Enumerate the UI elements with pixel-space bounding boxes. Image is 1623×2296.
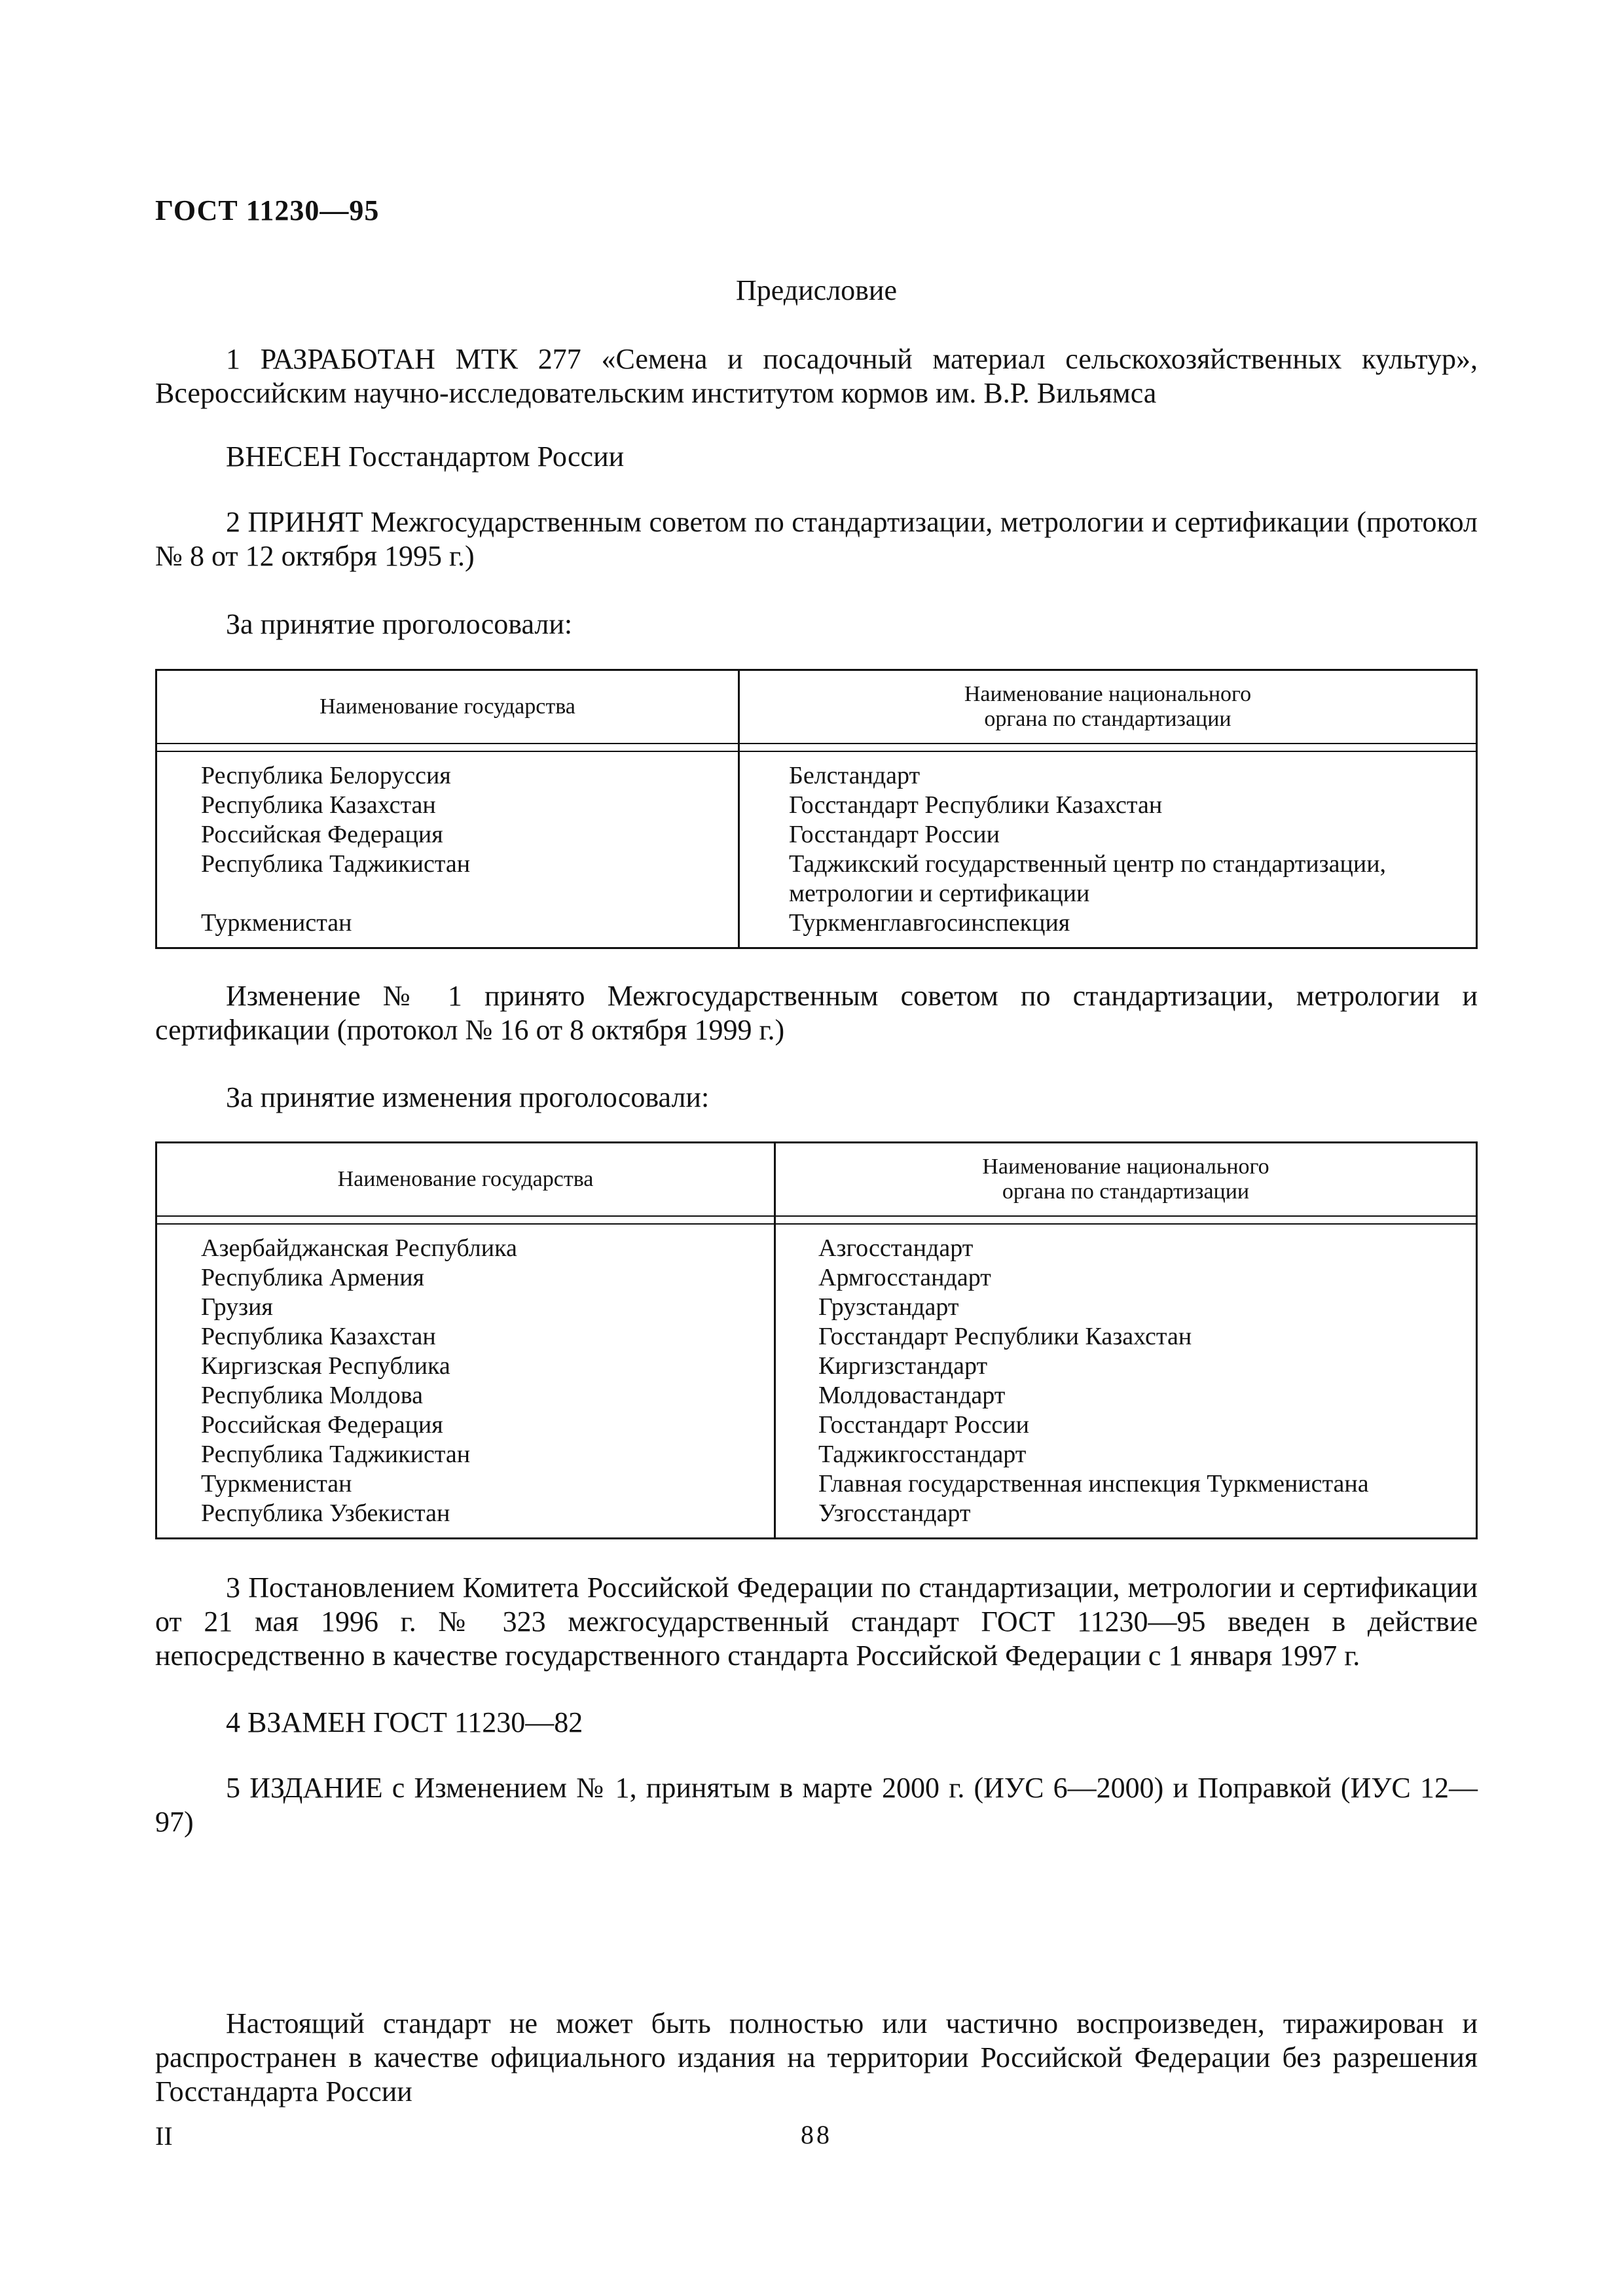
table-cell: Госстандарт Республики Казахстан — [789, 791, 1163, 819]
section-title: Предисловие — [736, 274, 897, 306]
table-cell: Азгосстандарт — [818, 1234, 974, 1262]
voting-table-1 — [155, 669, 1478, 949]
paragraph-developed: 1 РАЗРАБОТАН МТК 277 «Семена и посадочный материал сельскохозяйственных культур», Всероссийским научно-исследовательским институтом кормов им. В.Р. Вильямса — [155, 343, 1478, 409]
paragraph-edition: 5 ИЗДАНИЕ с Изменением № 1, принятым в марте 2000 г. (ИУС 6—2000) и Поправкой (ИУС 12—97) — [155, 1772, 1478, 1838]
paragraph-amendment: Изменение № 1 принято Межгосударственным советом по стандартизации, метрологии и сертификации (протокол № 16 от 8 октября 1999 г.) — [155, 980, 1478, 1046]
table-cell: Туркменистан — [201, 1469, 352, 1498]
table-cell: Армгосстандарт — [818, 1263, 991, 1291]
copyright-notice: Настоящий стандарт не может быть полностью или частично воспроизведен, тиражирован и распространен в качестве официального издания на территории Российской Федерации без разрешения Госстандарта России — [155, 2007, 1478, 2108]
paragraph-replaces: 4 ВЗАМЕН ГОСТ 11230—82 — [226, 1706, 583, 1738]
table-cell: Таджикгосстандарт — [818, 1440, 1027, 1468]
table-cell: Республика Казахстан — [201, 1322, 436, 1350]
page-number: 88 — [801, 2120, 832, 2149]
vote-intro-1: За принятие проголосовали: — [226, 608, 573, 640]
table-cell: Киргизская Республика — [201, 1352, 450, 1380]
table2-bodies — [775, 1224, 1477, 1539]
table-cell — [158, 879, 737, 908]
table-cell: Туркменглавгосинспекция — [789, 908, 1070, 937]
table1-bodies — [739, 751, 1477, 948]
table-cell: Российская Федерация — [201, 1410, 443, 1439]
table-cell: Госстандарт России — [789, 820, 1000, 848]
table-cell: Белстандарт — [789, 761, 921, 789]
table-cell: Туркменистан — [201, 908, 352, 937]
paragraph-introduced: ВНЕСЕН Госстандартом России — [226, 440, 625, 473]
page-roman-numeral: II — [155, 2121, 173, 2151]
paragraph-resolution: 3 Постановлением Комитета Российской Федерации по стандартизации, метрологии и сертификации от 21 мая 1996 г. № 323 межгосударственный стандарт ГОСТ 11230—95 введен в действие непосредственно в качестве государственного стандарта Российской Федерации с 1 января 1997 г. — [155, 1571, 1478, 1672]
table-cell: Госстандарт России — [818, 1410, 1029, 1439]
table-cell: Российская Федерация — [201, 820, 443, 848]
table-cell: Республика Таджикистан — [201, 1440, 471, 1468]
table1-header-body: Наименование национального органа по стандартизации — [739, 670, 1477, 744]
paragraph-adopted: 2 ПРИНЯТ Межгосударственным советом по стандартизации, метрологии и сертификации (протокол № 8 от 12 октября 1995 г.) — [155, 506, 1478, 572]
table-cell: метрологии и сертификации — [789, 879, 1090, 907]
table-cell: Республика Белоруссия — [201, 761, 451, 789]
table-cell: Республика Узбекистан — [201, 1499, 450, 1527]
table-cell: Грузия — [201, 1293, 273, 1321]
table2-header-body: Наименование национального органа по стандартизации — [775, 1143, 1477, 1216]
vote-intro-2: За принятие изменения проголосовали: — [226, 1081, 710, 1113]
document-code: ГОСТ 11230—95 — [155, 194, 380, 226]
table-cell: Молдовастандарт — [818, 1381, 1006, 1409]
table-cell: Главная государственная инспекция Туркменистана — [818, 1469, 1369, 1498]
table-cell: Узгосстандарт — [818, 1499, 971, 1527]
table-cell: Азербайджанская Республика — [201, 1234, 517, 1262]
table-cell: Госстандарт Республики Казахстан — [818, 1322, 1192, 1350]
table-cell: Грузстандарт — [818, 1293, 959, 1321]
table2-header-state: Наименование государства — [156, 1143, 775, 1216]
table1-header-state: Наименование государства — [156, 670, 739, 744]
table1-states — [156, 751, 739, 948]
table2-states — [156, 1224, 775, 1539]
table-cell: Республика Молдова — [201, 1381, 424, 1409]
voting-table-2 — [155, 1141, 1478, 1539]
table-cell: Таджикский государственный центр по стандартизации, — [789, 850, 1387, 878]
table-cell: Республика Армения — [201, 1263, 425, 1291]
table-cell: Республика Таджикистан — [201, 850, 471, 878]
table-cell: Киргизстандарт — [818, 1352, 988, 1380]
table-cell: Республика Казахстан — [201, 791, 436, 819]
